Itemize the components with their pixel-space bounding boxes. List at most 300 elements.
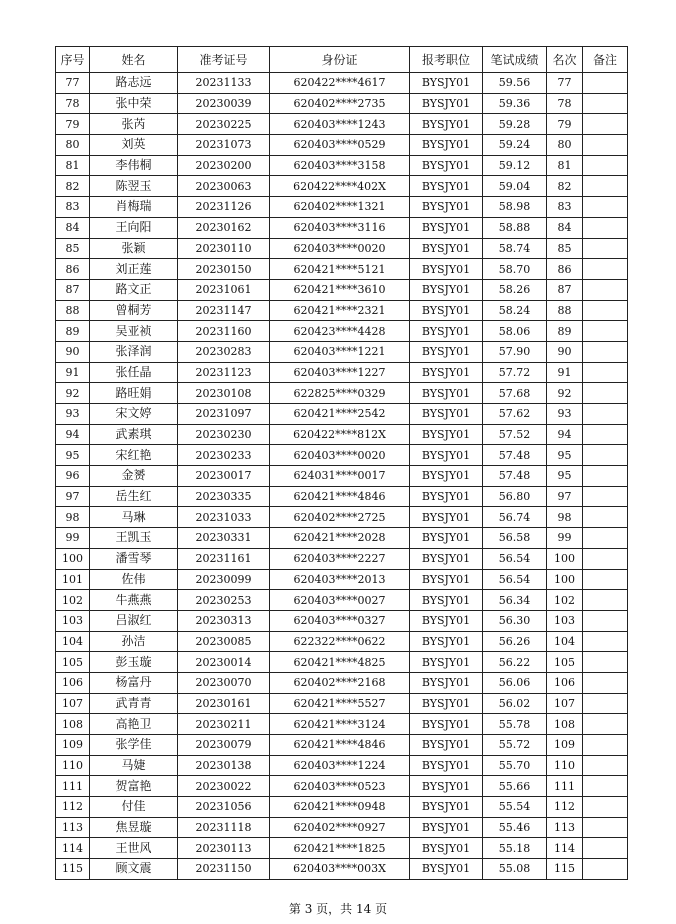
cell-rank: 92 <box>547 383 583 404</box>
cell-name: 曾桐芳 <box>90 300 178 321</box>
cell-score: 59.28 <box>483 114 547 135</box>
cell-exam-id: 20231150 <box>178 859 270 880</box>
cell-id-card: 620421****2542 <box>270 404 410 425</box>
cell-position: BYSJY01 <box>410 610 483 631</box>
cell-index: 84 <box>56 217 90 238</box>
cell-name: 张泽润 <box>90 341 178 362</box>
table-row <box>56 507 628 528</box>
cell-position: BYSJY01 <box>410 466 483 487</box>
table-row <box>56 776 628 797</box>
table-row <box>56 279 628 300</box>
cell-name: 李伟桐 <box>90 155 178 176</box>
cell-remarks <box>583 135 628 156</box>
cell-name: 岳生红 <box>90 486 178 507</box>
cell-exam-id: 20230335 <box>178 486 270 507</box>
cell-remarks <box>583 197 628 218</box>
cell-position: BYSJY01 <box>410 321 483 342</box>
page-footer: 第 3 页，共 14 页 <box>288 902 388 916</box>
cell-exam-id: 20231118 <box>178 817 270 838</box>
cell-exam-id: 20231133 <box>178 73 270 94</box>
header-position: 报考职位 <box>410 47 483 73</box>
cell-index: 108 <box>56 714 90 735</box>
header-exam-id: 准考证号 <box>178 47 270 73</box>
table-row <box>56 838 628 859</box>
cell-remarks <box>583 548 628 569</box>
cell-index: 82 <box>56 176 90 197</box>
cell-id-card: 620403****2013 <box>270 569 410 590</box>
cell-score: 59.12 <box>483 155 547 176</box>
cell-name: 武青青 <box>90 693 178 714</box>
cell-exam-id: 20231056 <box>178 797 270 818</box>
table-row <box>56 362 628 383</box>
cell-id-card: 620403****1227 <box>270 362 410 383</box>
cell-position: BYSJY01 <box>410 445 483 466</box>
cell-rank: 94 <box>547 424 583 445</box>
cell-position: BYSJY01 <box>410 838 483 859</box>
cell-score: 57.72 <box>483 362 547 383</box>
cell-remarks <box>583 714 628 735</box>
score-table <box>55 46 628 880</box>
cell-id-card: 620421****5121 <box>270 259 410 280</box>
cell-id-card: 620423****4428 <box>270 321 410 342</box>
table-row <box>56 714 628 735</box>
cell-index: 77 <box>56 73 90 94</box>
cell-position: BYSJY01 <box>410 776 483 797</box>
cell-id-card: 620402****0927 <box>270 817 410 838</box>
cell-index: 97 <box>56 486 90 507</box>
table-row <box>56 424 628 445</box>
cell-exam-id: 20230313 <box>178 610 270 631</box>
table-row <box>56 590 628 611</box>
cell-exam-id: 20230230 <box>178 424 270 445</box>
cell-position: BYSJY01 <box>410 114 483 135</box>
cell-index: 86 <box>56 259 90 280</box>
table-row <box>56 466 628 487</box>
cell-name: 顾文震 <box>90 859 178 880</box>
cell-index: 90 <box>56 341 90 362</box>
table-row <box>56 197 628 218</box>
cell-score: 58.24 <box>483 300 547 321</box>
cell-remarks <box>583 404 628 425</box>
cell-name: 彭玉璇 <box>90 652 178 673</box>
cell-exam-id: 20230283 <box>178 341 270 362</box>
cell-exam-id: 20231160 <box>178 321 270 342</box>
cell-exam-id: 20230225 <box>178 114 270 135</box>
cell-id-card: 620421****1825 <box>270 838 410 859</box>
cell-rank: 91 <box>547 362 583 383</box>
cell-exam-id: 20231073 <box>178 135 270 156</box>
cell-remarks <box>583 300 628 321</box>
cell-rank: 112 <box>547 797 583 818</box>
cell-remarks <box>583 817 628 838</box>
cell-position: BYSJY01 <box>410 548 483 569</box>
cell-rank: 100 <box>547 569 583 590</box>
header-rank: 名次 <box>547 47 583 73</box>
table-row <box>56 217 628 238</box>
cell-position: BYSJY01 <box>410 73 483 94</box>
cell-exam-id: 20230022 <box>178 776 270 797</box>
cell-position: BYSJY01 <box>410 300 483 321</box>
table-row <box>56 383 628 404</box>
cell-position: BYSJY01 <box>410 383 483 404</box>
cell-position: BYSJY01 <box>410 135 483 156</box>
cell-rank: 98 <box>547 507 583 528</box>
cell-name: 孙洁 <box>90 631 178 652</box>
cell-name: 付佳 <box>90 797 178 818</box>
cell-score: 56.06 <box>483 672 547 693</box>
cell-position: BYSJY01 <box>410 714 483 735</box>
cell-position: BYSJY01 <box>410 486 483 507</box>
cell-name: 张学佳 <box>90 735 178 756</box>
cell-rank: 107 <box>547 693 583 714</box>
table-header-row <box>56 47 628 73</box>
cell-index: 105 <box>56 652 90 673</box>
cell-position: BYSJY01 <box>410 238 483 259</box>
cell-name: 杨富丹 <box>90 672 178 693</box>
cell-name: 刘英 <box>90 135 178 156</box>
cell-remarks <box>583 507 628 528</box>
cell-score: 55.70 <box>483 755 547 776</box>
cell-remarks <box>583 114 628 135</box>
cell-score: 55.08 <box>483 859 547 880</box>
cell-remarks <box>583 755 628 776</box>
cell-remarks <box>583 259 628 280</box>
header-remarks: 备注 <box>583 47 628 73</box>
table-row <box>56 341 628 362</box>
table-row <box>56 735 628 756</box>
cell-score: 57.48 <box>483 445 547 466</box>
cell-index: 78 <box>56 93 90 114</box>
header-id-card: 身份证 <box>270 47 410 73</box>
cell-exam-id: 20230150 <box>178 259 270 280</box>
cell-exam-id: 20230039 <box>178 93 270 114</box>
cell-rank: 104 <box>547 631 583 652</box>
cell-position: BYSJY01 <box>410 259 483 280</box>
table-row <box>56 652 628 673</box>
table-row <box>56 610 628 631</box>
cell-index: 114 <box>56 838 90 859</box>
cell-id-card: 620421****4825 <box>270 652 410 673</box>
cell-name: 金赟 <box>90 466 178 487</box>
cell-score: 56.22 <box>483 652 547 673</box>
table-row <box>56 672 628 693</box>
table-row <box>56 300 628 321</box>
cell-id-card: 620421****5527 <box>270 693 410 714</box>
cell-id-card: 620403****2227 <box>270 548 410 569</box>
cell-position: BYSJY01 <box>410 590 483 611</box>
cell-exam-id: 20231123 <box>178 362 270 383</box>
cell-rank: 78 <box>547 93 583 114</box>
cell-position: BYSJY01 <box>410 176 483 197</box>
cell-exam-id: 20230014 <box>178 652 270 673</box>
cell-position: BYSJY01 <box>410 631 483 652</box>
cell-remarks <box>583 93 628 114</box>
table-row <box>56 486 628 507</box>
cell-rank: 82 <box>547 176 583 197</box>
table-row <box>56 404 628 425</box>
cell-remarks <box>583 797 628 818</box>
cell-id-card: 620421****2321 <box>270 300 410 321</box>
table-row <box>56 259 628 280</box>
cell-score: 55.18 <box>483 838 547 859</box>
cell-score: 58.74 <box>483 238 547 259</box>
cell-exam-id: 20230017 <box>178 466 270 487</box>
cell-rank: 83 <box>547 197 583 218</box>
cell-position: BYSJY01 <box>410 735 483 756</box>
cell-score: 55.72 <box>483 735 547 756</box>
cell-name: 张颖 <box>90 238 178 259</box>
cell-rank: 105 <box>547 652 583 673</box>
cell-name: 张任晶 <box>90 362 178 383</box>
cell-name: 肖梅瑞 <box>90 197 178 218</box>
cell-index: 89 <box>56 321 90 342</box>
cell-remarks <box>583 776 628 797</box>
cell-position: BYSJY01 <box>410 652 483 673</box>
cell-exam-id: 20230070 <box>178 672 270 693</box>
cell-score: 58.88 <box>483 217 547 238</box>
cell-id-card: 620422****812X <box>270 424 410 445</box>
cell-exam-id: 20231033 <box>178 507 270 528</box>
cell-exam-id: 20230162 <box>178 217 270 238</box>
cell-id-card: 620403****0327 <box>270 610 410 631</box>
table-row <box>56 155 628 176</box>
cell-index: 91 <box>56 362 90 383</box>
header-index: 序号 <box>56 47 90 73</box>
cell-exam-id: 20230108 <box>178 383 270 404</box>
cell-rank: 114 <box>547 838 583 859</box>
cell-score: 56.74 <box>483 507 547 528</box>
cell-score: 55.78 <box>483 714 547 735</box>
cell-rank: 84 <box>547 217 583 238</box>
cell-id-card: 620421****0948 <box>270 797 410 818</box>
cell-index: 88 <box>56 300 90 321</box>
table-row <box>56 631 628 652</box>
cell-exam-id: 20230211 <box>178 714 270 735</box>
cell-position: BYSJY01 <box>410 404 483 425</box>
cell-id-card: 620403****0027 <box>270 590 410 611</box>
cell-remarks <box>583 238 628 259</box>
cell-exam-id: 20230113 <box>178 838 270 859</box>
cell-index: 98 <box>56 507 90 528</box>
cell-exam-id: 20230331 <box>178 528 270 549</box>
cell-score: 59.24 <box>483 135 547 156</box>
cell-name: 路志远 <box>90 73 178 94</box>
cell-index: 80 <box>56 135 90 156</box>
cell-name: 佐伟 <box>90 569 178 590</box>
cell-score: 56.58 <box>483 528 547 549</box>
cell-position: BYSJY01 <box>410 362 483 383</box>
cell-exam-id: 20231126 <box>178 197 270 218</box>
cell-exam-id: 20230110 <box>178 238 270 259</box>
cell-index: 107 <box>56 693 90 714</box>
score-sheet <box>55 46 628 880</box>
cell-exam-id: 20230161 <box>178 693 270 714</box>
cell-index: 94 <box>56 424 90 445</box>
cell-name: 潘雪琴 <box>90 548 178 569</box>
cell-score: 57.48 <box>483 466 547 487</box>
cell-rank: 85 <box>547 238 583 259</box>
cell-id-card: 620403****1221 <box>270 341 410 362</box>
cell-name: 王凯玉 <box>90 528 178 549</box>
table-row <box>56 755 628 776</box>
cell-name: 吕淑红 <box>90 610 178 631</box>
cell-id-card: 620403****0523 <box>270 776 410 797</box>
cell-exam-id: 20231147 <box>178 300 270 321</box>
table-row <box>56 93 628 114</box>
cell-id-card: 620421****3124 <box>270 714 410 735</box>
cell-score: 57.52 <box>483 424 547 445</box>
cell-name: 陈翌玉 <box>90 176 178 197</box>
cell-name: 牛燕燕 <box>90 590 178 611</box>
cell-remarks <box>583 321 628 342</box>
cell-score: 55.46 <box>483 817 547 838</box>
table-row <box>56 238 628 259</box>
cell-rank: 99 <box>547 528 583 549</box>
cell-name: 路旺娟 <box>90 383 178 404</box>
cell-position: BYSJY01 <box>410 155 483 176</box>
cell-position: BYSJY01 <box>410 217 483 238</box>
cell-id-card: 620403****3158 <box>270 155 410 176</box>
cell-index: 83 <box>56 197 90 218</box>
cell-id-card: 620403****0020 <box>270 238 410 259</box>
cell-position: BYSJY01 <box>410 797 483 818</box>
cell-remarks <box>583 445 628 466</box>
cell-score: 59.36 <box>483 93 547 114</box>
cell-rank: 115 <box>547 859 583 880</box>
cell-score: 59.04 <box>483 176 547 197</box>
cell-id-card: 620403****3116 <box>270 217 410 238</box>
cell-exam-id: 20230200 <box>178 155 270 176</box>
table-row <box>56 445 628 466</box>
cell-id-card: 620422****4617 <box>270 73 410 94</box>
cell-index: 101 <box>56 569 90 590</box>
cell-name: 张芮 <box>90 114 178 135</box>
cell-position: BYSJY01 <box>410 197 483 218</box>
header-score: 笔试成绩 <box>483 47 547 73</box>
cell-score: 55.54 <box>483 797 547 818</box>
cell-index: 112 <box>56 797 90 818</box>
cell-rank: 103 <box>547 610 583 631</box>
cell-id-card: 620403****1243 <box>270 114 410 135</box>
cell-position: BYSJY01 <box>410 507 483 528</box>
cell-id-card: 620421****4846 <box>270 735 410 756</box>
cell-score: 56.54 <box>483 548 547 569</box>
cell-position: BYSJY01 <box>410 341 483 362</box>
table-row <box>56 114 628 135</box>
cell-score: 55.66 <box>483 776 547 797</box>
cell-index: 96 <box>56 466 90 487</box>
cell-id-card: 620422****402X <box>270 176 410 197</box>
cell-score: 59.56 <box>483 73 547 94</box>
cell-rank: 90 <box>547 341 583 362</box>
cell-rank: 79 <box>547 114 583 135</box>
cell-remarks <box>583 838 628 859</box>
cell-score: 57.90 <box>483 341 547 362</box>
cell-exam-id: 20230079 <box>178 735 270 756</box>
cell-score: 57.68 <box>483 383 547 404</box>
cell-name: 马琳 <box>90 507 178 528</box>
table-row <box>56 321 628 342</box>
cell-id-card: 620402****2735 <box>270 93 410 114</box>
cell-score: 56.02 <box>483 693 547 714</box>
cell-id-card: 620403****1224 <box>270 755 410 776</box>
cell-index: 104 <box>56 631 90 652</box>
cell-rank: 89 <box>547 321 583 342</box>
cell-rank: 77 <box>547 73 583 94</box>
cell-exam-id: 20231097 <box>178 404 270 425</box>
cell-remarks <box>583 693 628 714</box>
cell-name: 武素琪 <box>90 424 178 445</box>
cell-remarks <box>583 486 628 507</box>
cell-rank: 110 <box>547 755 583 776</box>
cell-rank: 109 <box>547 735 583 756</box>
header-name: 姓名 <box>90 47 178 73</box>
cell-remarks <box>583 631 628 652</box>
cell-position: BYSJY01 <box>410 279 483 300</box>
cell-score: 56.54 <box>483 569 547 590</box>
cell-score: 58.06 <box>483 321 547 342</box>
cell-exam-id: 20230085 <box>178 631 270 652</box>
cell-id-card: 620421****3610 <box>270 279 410 300</box>
cell-id-card: 620421****4846 <box>270 486 410 507</box>
cell-remarks <box>583 466 628 487</box>
cell-remarks <box>583 73 628 94</box>
cell-index: 87 <box>56 279 90 300</box>
cell-position: BYSJY01 <box>410 569 483 590</box>
cell-rank: 88 <box>547 300 583 321</box>
cell-score: 58.26 <box>483 279 547 300</box>
cell-rank: 95 <box>547 445 583 466</box>
cell-remarks <box>583 383 628 404</box>
cell-id-card: 624031****0017 <box>270 466 410 487</box>
cell-exam-id: 20230233 <box>178 445 270 466</box>
cell-remarks <box>583 610 628 631</box>
cell-name: 高艳卫 <box>90 714 178 735</box>
cell-id-card: 620403****003X <box>270 859 410 880</box>
cell-id-card: 620402****2168 <box>270 672 410 693</box>
cell-score: 56.30 <box>483 610 547 631</box>
cell-index: 110 <box>56 755 90 776</box>
cell-name: 宋文婷 <box>90 404 178 425</box>
cell-exam-id: 20230063 <box>178 176 270 197</box>
cell-remarks <box>583 652 628 673</box>
cell-remarks <box>583 217 628 238</box>
table-row <box>56 548 628 569</box>
cell-index: 115 <box>56 859 90 880</box>
table-row <box>56 569 628 590</box>
cell-rank: 102 <box>547 590 583 611</box>
cell-remarks <box>583 569 628 590</box>
table-row <box>56 693 628 714</box>
cell-remarks <box>583 672 628 693</box>
cell-name: 刘正莲 <box>90 259 178 280</box>
cell-position: BYSJY01 <box>410 424 483 445</box>
cell-score: 56.34 <box>483 590 547 611</box>
cell-name: 焦昱璇 <box>90 817 178 838</box>
cell-position: BYSJY01 <box>410 693 483 714</box>
cell-score: 56.80 <box>483 486 547 507</box>
cell-remarks <box>583 279 628 300</box>
cell-remarks <box>583 735 628 756</box>
cell-id-card: 620403****0020 <box>270 445 410 466</box>
cell-id-card: 620402****2725 <box>270 507 410 528</box>
cell-id-card: 620403****0529 <box>270 135 410 156</box>
table-row <box>56 797 628 818</box>
table-row <box>56 135 628 156</box>
cell-index: 99 <box>56 528 90 549</box>
cell-exam-id: 20231161 <box>178 548 270 569</box>
cell-index: 103 <box>56 610 90 631</box>
